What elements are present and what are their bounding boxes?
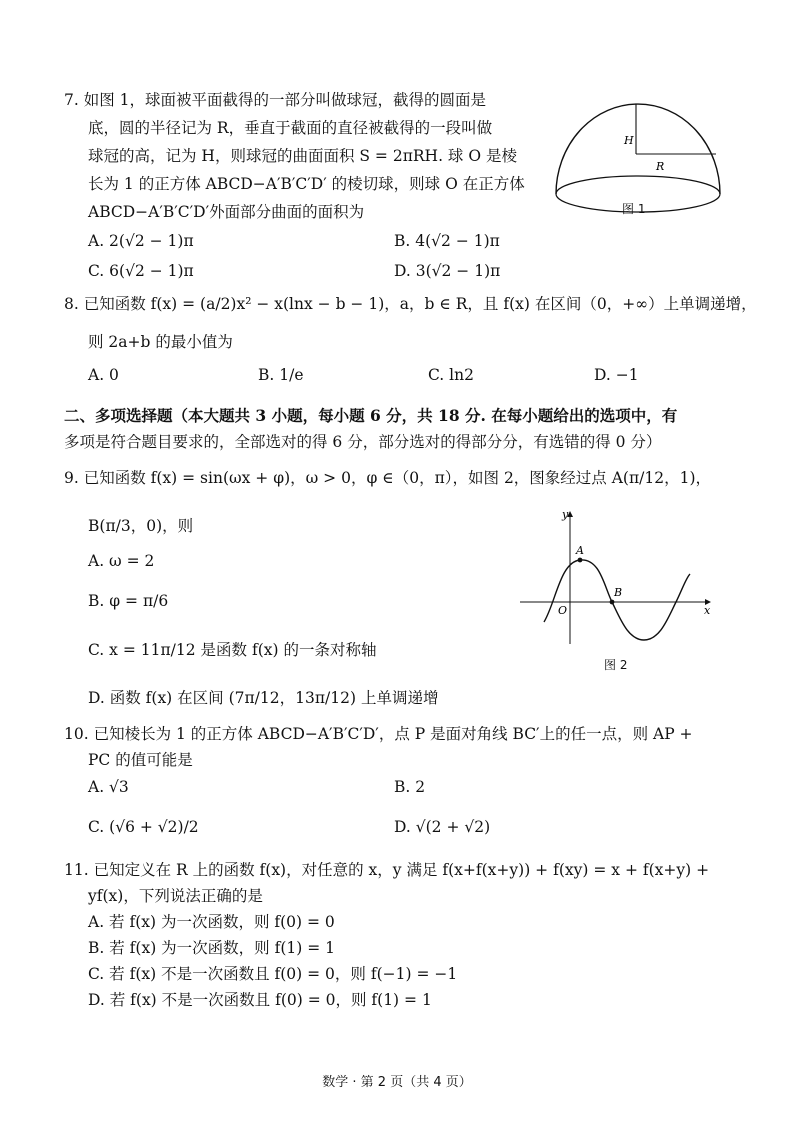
- label-r: R: [656, 160, 665, 173]
- q11-line-2: yf(x)，下列说法正确的是: [88, 887, 263, 905]
- figure-2-caption: 图 2: [604, 658, 628, 672]
- axis-label-y: y: [562, 508, 569, 521]
- q7-line-3: 球冠的高，记为 H，则球冠的曲面面积 S = 2πRH. 球 O 是棱: [88, 147, 517, 165]
- q7-option-b: B. 4(√2 − 1)π: [394, 232, 500, 250]
- label-b: B: [614, 586, 623, 599]
- q11-option-b: B. 若 f(x) 为一次函数，则 f(1) = 1: [88, 939, 335, 957]
- q10-option-c: C. (√6 + √2)/2: [88, 818, 199, 836]
- q9-option-d: D. 函数 f(x) 在区间 (7π/12，13π/12) 上单调递增: [88, 689, 439, 707]
- origin-label: O: [558, 604, 568, 617]
- q8-option-a: A. 0: [88, 366, 119, 384]
- q10-option-b: B. 2: [394, 778, 426, 796]
- q9-option-b: B. φ = π/6: [88, 592, 169, 610]
- point-a: [578, 558, 583, 563]
- q11-line-1: 11. 已知定义在 R 上的函数 f(x)，对任意的 x，y 满足 f(x+f(x+y)) + f(xy) = x + f(x+y) +: [64, 861, 710, 879]
- figure-1-caption: 图 1: [622, 202, 646, 216]
- q11-option-d: D. 若 f(x) 不是一次函数且 f(0) = 0，则 f(1) = 1: [88, 991, 432, 1009]
- q11-option-c: C. 若 f(x) 不是一次函数且 f(0) = 0，则 f(−1) = −1: [88, 965, 458, 983]
- q7-line-4: 长为 1 的正方体 ABCD−A′B′C′D′ 的棱切球，则球 O 在正方体: [88, 175, 525, 193]
- q7-line-5: ABCD−A′B′C′D′外面部分曲面的面积为: [88, 203, 365, 221]
- q8-option-b: B. 1/e: [258, 366, 304, 384]
- figure-2-sine-graph: [516, 506, 716, 652]
- section-2-heading-line-2: 多项是符合题目要求的，全部选对的得 6 分，部分选对的得部分分，有选错的得 0 分）: [64, 433, 662, 451]
- q10-option-d: D. √(2 + √2): [394, 818, 491, 836]
- q7-option-a: A. 2(√2 − 1)π: [88, 232, 194, 250]
- q7-line-1: 7. 如图 1，球面被平面截得的一部分叫做球冠，截得的圆面是: [64, 91, 487, 109]
- figure-1-spherical-cap: [548, 84, 728, 214]
- sine-curve: [544, 560, 690, 640]
- q8-option-c: C. ln2: [428, 366, 474, 384]
- q9-option-c: C. x = 11π/12 是函数 f(x) 的一条对称轴: [88, 641, 377, 659]
- q8-option-d: D. −1: [594, 366, 639, 384]
- section-2-heading: 二、多项选择题（本大题共 3 小题，每小题 6 分，共 18 分. 在每小题给出的选项中，有: [64, 406, 678, 425]
- q8-line-1: 8. 已知函数 f(x) = (a/2)x² − x(lnx − b − 1)，a，b ∈ R，且 f(x) 在区间（0，+∞）上单调递增，: [64, 295, 757, 313]
- q10-line-2: PC 的值可能是: [88, 751, 193, 769]
- q10-option-a: A. √3: [88, 778, 129, 796]
- q8-line-2: 则 2a+b 的最小值为: [88, 333, 233, 351]
- page-footer: 数学 · 第 2 页（共 4 页）: [322, 1075, 472, 1090]
- q9-line-2: B(π/3，0)，则: [88, 517, 194, 535]
- cap-arc: [556, 104, 720, 194]
- label-a: A: [576, 544, 584, 557]
- q7-option-c: C. 6(√2 − 1)π: [88, 262, 194, 280]
- q10-line-1: 10. 已知棱长为 1 的正方体 ABCD−A′B′C′D′，点 P 是面对角线 BC′上的任一点，则 AP +: [64, 725, 693, 743]
- point-b: [610, 600, 615, 605]
- q7-line-2: 底，圆的半径记为 R，垂直于截面的直径被截得的一段叫做: [88, 119, 493, 137]
- q9-line-1: 9. 已知函数 f(x) = sin(ωx + φ)，ω > 0，φ ∈（0，π），如图 2，图象经过点 A(π/12，1)，: [64, 469, 712, 487]
- axis-label-x: x: [704, 604, 711, 617]
- q9-option-a: A. ω = 2: [88, 552, 155, 570]
- label-h: H: [624, 134, 634, 147]
- q7-option-d: D. 3(√2 − 1)π: [394, 262, 501, 280]
- q11-option-a: A. 若 f(x) 为一次函数，则 f(0) = 0: [88, 913, 335, 931]
